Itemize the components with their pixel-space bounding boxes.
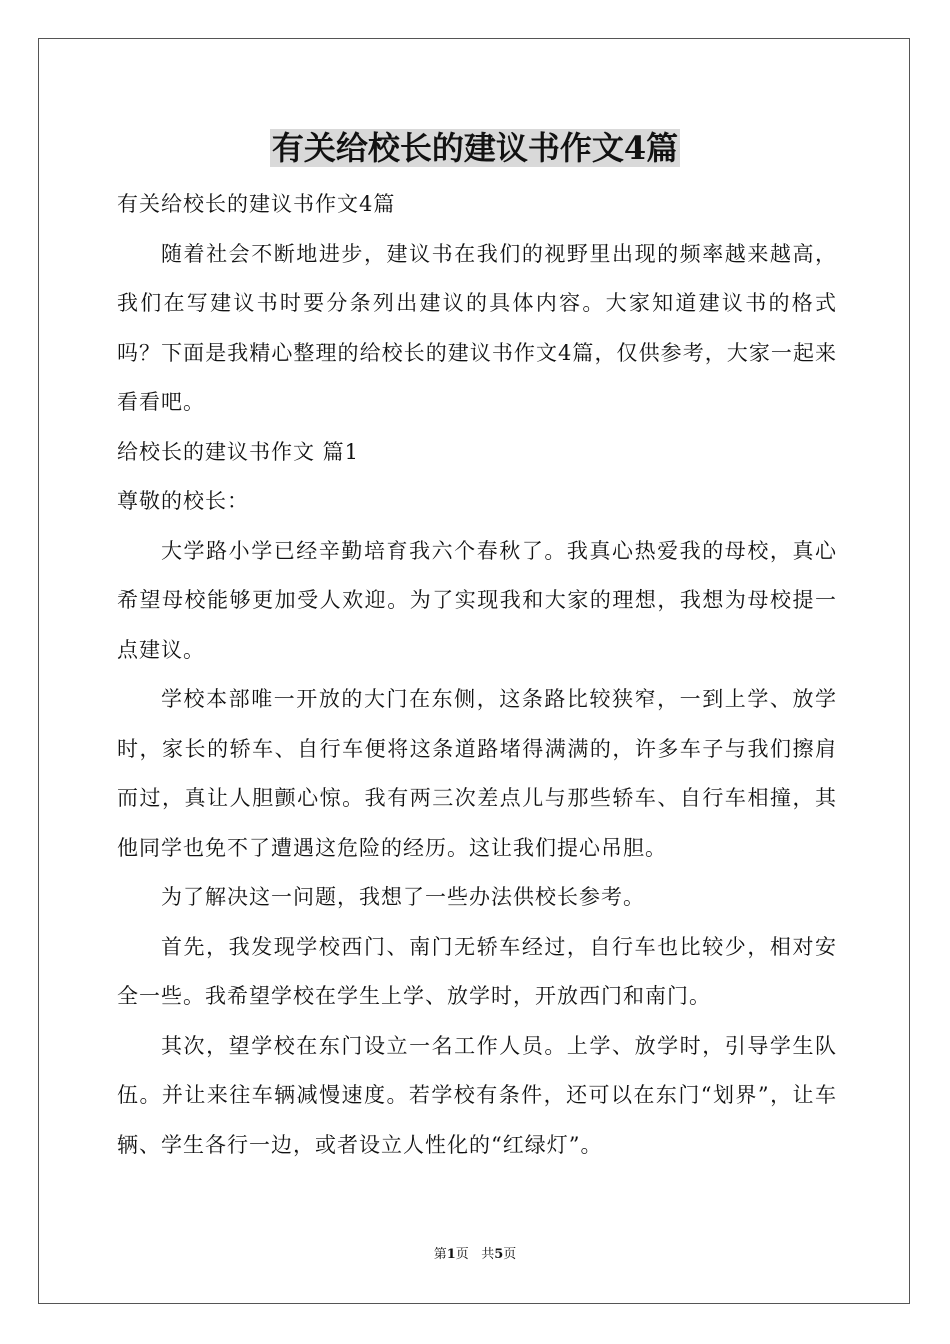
paragraph-0: 有关给校长的建议书作文4篇 xyxy=(117,192,396,216)
paragraph-4: 大学路小学已经辛勤培育我六个春秋了。我真心热爱我的母校，真心希望母校能够更加受人欢迎。为了实现我和大家的理想，我想为母校提一点建议。 xyxy=(117,538,837,662)
page-number: 1 xyxy=(446,1247,456,1262)
paragraph-1: 随着社会不断地进步，建议书在我们的视野里出现的频率越来越高，我们在写建议书时要分条列出建议的具体内容。大家知道建议书的格式吗？下面是我精心整理的给校长的建议书作文4篇，仅供参考，大家一起来看看吧。 xyxy=(117,241,837,414)
paragraph-5: 学校本部唯一开放的大门在东侧，这条路比较狭窄，一到上学、放学时，家长的轿车、自行车便将这条道路堵得满满的，许多车子与我们擦肩而过，真让人胆颤心惊。我有两三次差点儿与那些轿车、自行车相撞，其他同学也免不了遭遇这危险的经历。这让我们提心吊胆。 xyxy=(117,687,837,860)
section-heading: 给校长的建议书作文 篇1 xyxy=(117,439,360,464)
document-title-text: 有关给校长的建议书作文4篇 xyxy=(271,129,679,167)
total-pages: 5 xyxy=(494,1247,504,1262)
total-suffix: 页 xyxy=(503,1247,517,1262)
page-suffix: 页 xyxy=(455,1247,469,1262)
salutation: 尊敬的校长： xyxy=(117,489,249,513)
paragraph-6: 为了解决这一问题，我想了一些办法供校长参考。 xyxy=(161,885,645,909)
document-title xyxy=(0,128,950,168)
paragraph-7: 首先，我发现学校西门、南门无轿车经过，自行车也比较少，相对安全一些。我希望学校在学生上学、放学时，开放西门和南门。 xyxy=(117,934,837,1008)
paragraph-8: 其次，望学校在东门设立一名工作人员。上学、放学时，引导学生队伍。并让来往车辆减慢速度。若学校有条件，还可以在东门“划界”，让车辆、学生各行一边，或者设立人性化的“红绿灯”。 xyxy=(117,1033,837,1157)
page-footer xyxy=(0,1246,950,1264)
document-body xyxy=(117,180,837,1170)
total-prefix: 共 xyxy=(481,1247,495,1262)
page-prefix: 第 xyxy=(433,1247,447,1262)
